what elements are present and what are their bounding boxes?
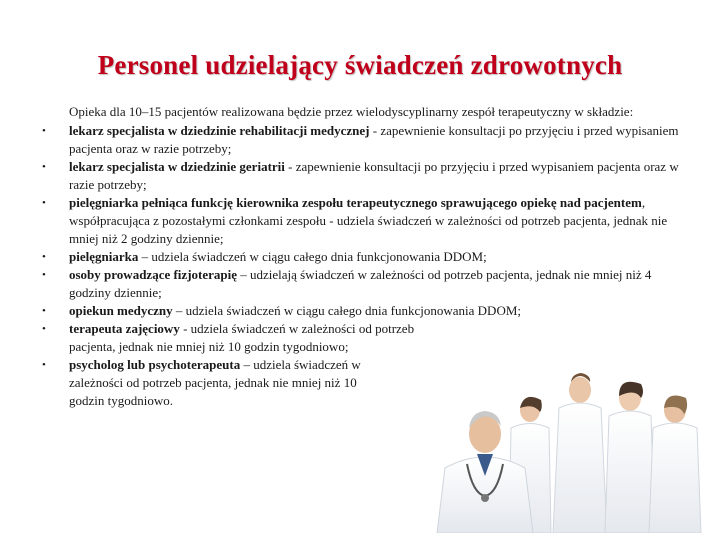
bullet-icon: • bbox=[42, 269, 46, 281]
bullet-icon: • bbox=[42, 323, 46, 335]
bullet-icon: • bbox=[42, 161, 46, 173]
staff-list bbox=[40, 122, 680, 410]
bullet-icon: • bbox=[42, 251, 46, 263]
role-description: - zapewnienie konsultacji po przyjęciu i przed wypisaniem pacjenta oraz w razie potrzeby; bbox=[69, 159, 679, 192]
list-item bbox=[40, 122, 680, 158]
role-description: – udziela świadczeń w ciągu całego dnia funkcjonowania DDOM; bbox=[172, 303, 522, 318]
list-item bbox=[40, 320, 680, 356]
list-item bbox=[40, 302, 680, 320]
bullet-icon: • bbox=[42, 305, 46, 317]
role-label: psycholog lub psychoterapeuta bbox=[69, 357, 241, 372]
intro-text: Opieka dla 10–15 pacjentów realizowana będzie przez wielodyscyplinarny zespół terapeutyczny w składzie: bbox=[69, 104, 634, 119]
role-description: , współpracująca z pozostałymi członkami zespołu - udziela świadczeń w zależności od potrzeb pacjenta, jednak nie mniej niż 2 godziny dziennie; bbox=[69, 195, 668, 246]
role-label: lekarz specjalista w dziedzinie geriatrii bbox=[69, 159, 285, 174]
slide-content bbox=[40, 103, 680, 410]
role-label: terapeuta zajęciowy bbox=[69, 321, 180, 336]
list-item bbox=[40, 158, 680, 194]
role-description: - zapewnienie konsultacji po przyjęciu i przed wypisaniem pacjenta oraz w razie potrzeby; bbox=[69, 123, 679, 156]
role-label: opiekun medyczny bbox=[69, 303, 173, 318]
role-label: pielęgniarka bbox=[69, 249, 139, 264]
list-item bbox=[40, 194, 680, 248]
medical-team-photo bbox=[425, 368, 715, 533]
list-item bbox=[40, 248, 680, 266]
role-label: pielęgniarka pełniąca funkcję kierownika zespołu terapeutycznego sprawującego opiekę nad pacjentem bbox=[69, 195, 642, 210]
bullet-icon: • bbox=[42, 125, 46, 137]
role-label: lekarz specjalista w dziedzinie rehabilitacji medycznej bbox=[69, 123, 370, 138]
role-label: osoby prowadzące fizjoterapię bbox=[69, 267, 238, 282]
bullet-icon: • bbox=[42, 197, 46, 209]
list-item bbox=[40, 266, 680, 302]
bullet-icon: • bbox=[42, 359, 46, 371]
role-description: – udzielają świadczeń w zależności od potrzeb pacjenta, jednak nie mniej niż 4 godziny dziennie; bbox=[69, 267, 652, 300]
role-description: – udziela świadczeń w ciągu całego dnia funkcjonowania DDOM; bbox=[138, 249, 487, 264]
role-description: - udziela świadczeń w zależności od potrzeb pacjenta, jednak nie mniej niż 10 godzin tygodniowo; bbox=[69, 321, 415, 354]
role-description: – udziela świadczeń w zależności od potrzeb pacjenta, jednak nie mniej niż 10 godzin tygodniowo. bbox=[69, 357, 361, 408]
slide-title: Personel udzielający świadczeń zdrowotnych bbox=[97, 50, 623, 80]
